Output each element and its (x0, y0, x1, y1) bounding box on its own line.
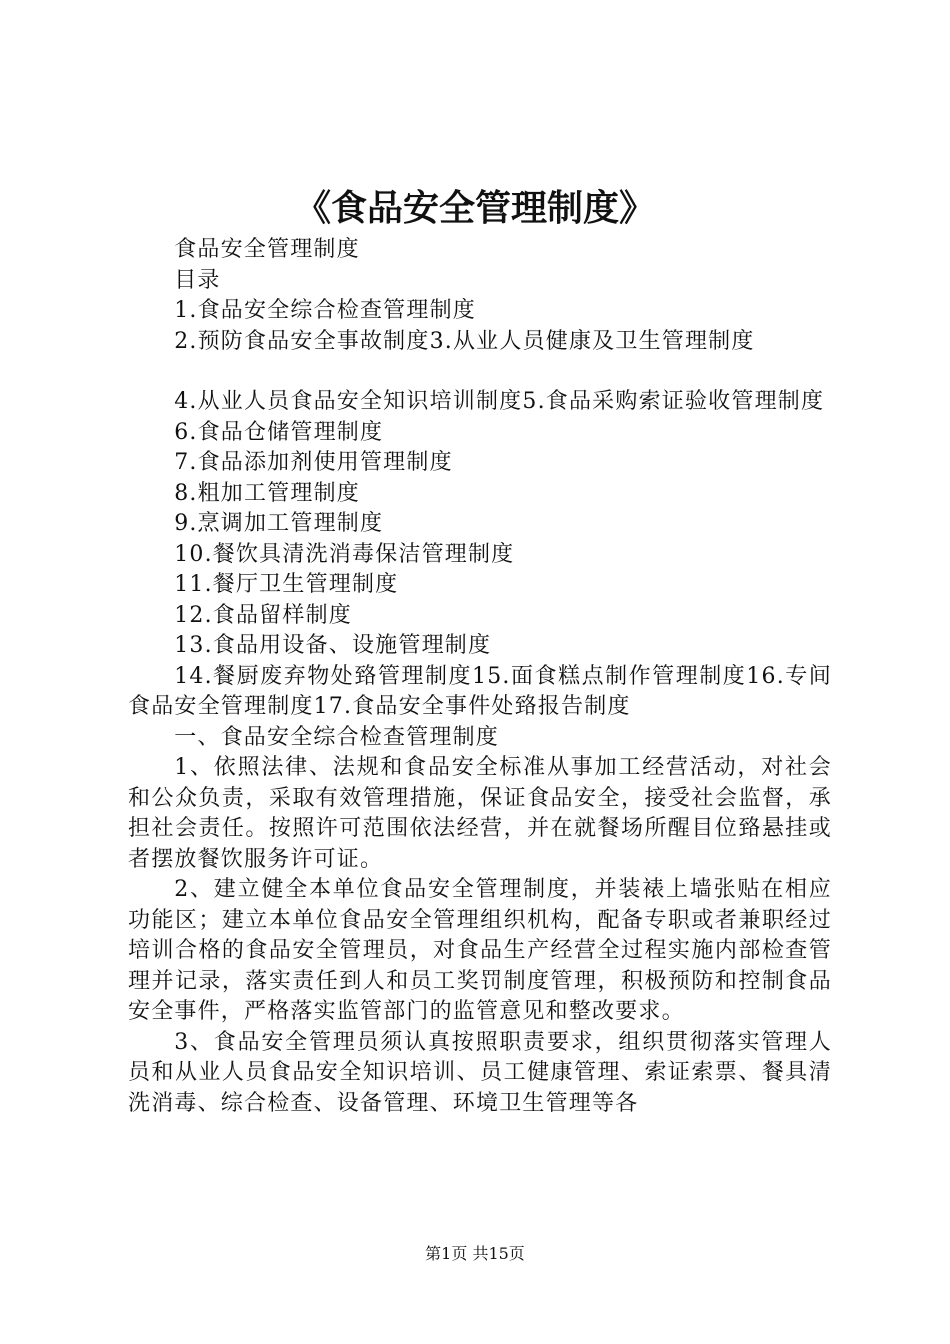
toc-item: 11.餐厅卫生管理制度 (174, 572, 399, 597)
blank-line (128, 357, 832, 387)
section-heading: 一、食品安全综合检查管理制度 (174, 724, 499, 750)
document-title: 《食品安全管理制度》 (294, 187, 655, 229)
toc-item: 12.食品留样制度 (174, 602, 352, 628)
toc-label: 目录 (174, 267, 221, 293)
toc-item: 1.食品安全综合检查管理制度 (174, 298, 476, 323)
toc-item: 8.粗加工管理制度 (174, 480, 360, 506)
toc-item: 4.从业人员食品安全知识培训制度5.食品采购索证验收管理制度 (174, 389, 825, 414)
body-paragraph: 3、食品安全管理员须认真按照职责要求，组织贯彻落实管理人员和从业人员食品安全知识培训、员工健康管理、索证索票、餐具清洗消毒、综合检查、设备管理、环境卫生管理等各 (128, 1029, 832, 1116)
body-paragraph: 2、建立健全本单位食品安全管理制度，并装裱上墙张贴在相应功能区；建立本单位食品安全管理组织机构，配备专职或者兼职经过培训合格的食品安全管理员，对食品生产经营全过程实施内部检查管理并记录，落实责任到人和员工奖罚制度管理，积极预防和控制食品安全事件，严格落实监管部门的监管意见和整改要求。 (128, 877, 832, 1024)
toc-item: 13.食品用设备、设施管理制度 (174, 633, 492, 658)
toc-item: 14.餐厨废弃物处臵管理制度15.面食糕点制作管理制度16.专间食品安全管理制度17.食品安全事件处臵报告制度 (128, 663, 832, 719)
page-number-footer: 第1页 共15页 (425, 1244, 525, 1263)
body-paragraph: 1、依照法律、法规和食品安全标准从事加工经营活动，对社会和公众负责，采取有效管理措施，保证食品安全，接受社会监督，承担社会责任。按照许可范围依法经营，并在就餐场所醒目位臵悬挂或者摆放餐饮服务许可证。 (128, 755, 832, 872)
toc-item: 6.食品仓储管理制度 (174, 419, 384, 445)
document-body (128, 235, 832, 1119)
toc-heading: 食品安全管理制度 (174, 237, 360, 262)
toc-item: 7.食品添加剂使用管理制度 (174, 450, 453, 475)
toc-item: 9.烹调加工管理制度 (174, 511, 384, 536)
toc-item: 2.预防食品安全事故制度3.从业人员健康及卫生管理制度 (174, 328, 755, 354)
toc-item: 10.餐饮具清洗消毒保洁管理制度 (174, 541, 515, 567)
